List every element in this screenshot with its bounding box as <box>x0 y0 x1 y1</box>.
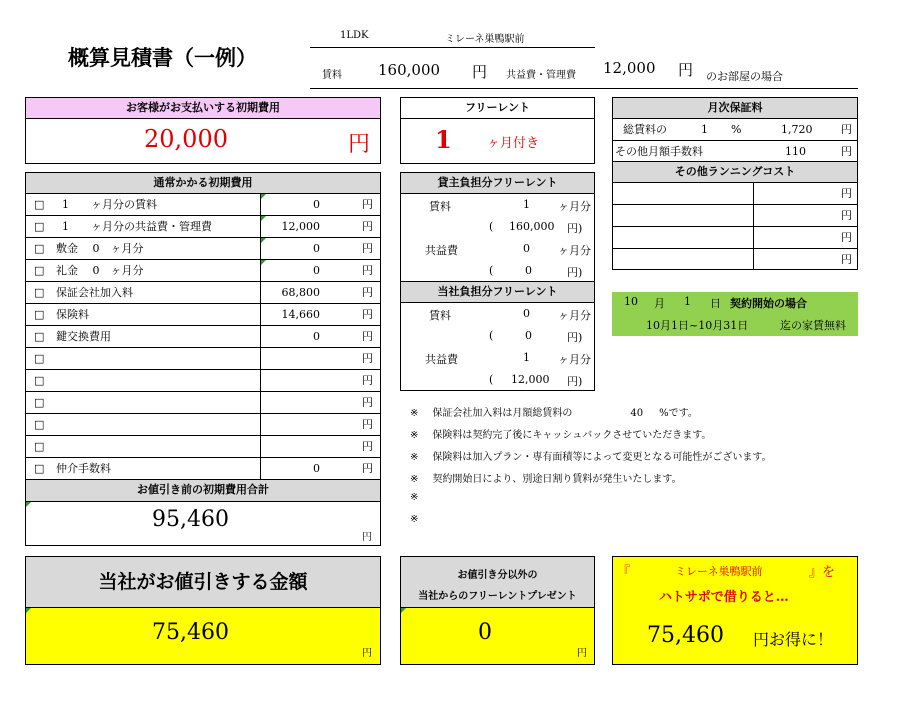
property-layout: 1LDK <box>340 30 369 41</box>
note-mark: ※ <box>410 514 419 525</box>
comment-marker <box>401 608 406 613</box>
rent-yen: 円 <box>472 63 488 81</box>
divider <box>260 348 261 369</box>
present-header <box>400 556 595 608</box>
cost-value: 14,660 <box>281 308 320 321</box>
subtotal-amount: 95,460 <box>152 507 229 532</box>
initial-cost-unit: 円 <box>348 132 371 157</box>
property-header <box>310 26 858 90</box>
cost-value: 0 <box>313 330 320 343</box>
contract-note: 迄の家賃無料 <box>780 319 846 332</box>
rent-label: 賃料 <box>322 70 342 81</box>
owner-fee-amount: 0 <box>525 264 532 277</box>
note-line <box>410 470 850 485</box>
free-rent-months: 1 <box>435 125 452 154</box>
property-suffix: のお部屋の場合 <box>706 70 783 83</box>
contract-start-box <box>612 292 858 336</box>
contract-month-unit: 月 <box>654 297 665 310</box>
guarantee-row <box>613 119 857 141</box>
deal-amount: 75,460 <box>647 623 724 648</box>
guarantee-other-label: その他月額手数料 <box>615 145 703 158</box>
normal-costs-header: 通常かかる初期費用 <box>25 172 381 194</box>
present-box <box>400 607 595 665</box>
fee-label: 共益費・管理費 <box>506 70 576 81</box>
divider <box>260 370 261 391</box>
cost-row <box>26 326 380 348</box>
company-fee-label: 共益費 <box>425 353 458 366</box>
owner-rent-amount: 160,000 <box>509 220 555 233</box>
deal-name: ミレーネ巣鴨駅前 <box>675 565 763 578</box>
contract-period: 10月1日~10月31日 <box>646 319 749 332</box>
cost-yen: 円 <box>362 352 373 365</box>
owner-close-paren: 円) <box>567 266 583 279</box>
note-mark: ※ <box>410 430 419 441</box>
divider <box>260 392 261 413</box>
checkbox-icon[interactable]: □ <box>34 462 45 475</box>
cost-row <box>26 414 380 436</box>
cost-yen: 円 <box>362 286 373 299</box>
divider <box>260 326 261 347</box>
note-mark: ※ <box>410 452 419 463</box>
owner-open-paren: ( <box>489 220 494 233</box>
cost-yen: 円 <box>362 418 373 431</box>
cost-yen: 円 <box>362 440 373 453</box>
company-free-rent-box <box>400 302 595 391</box>
checkbox-icon[interactable]: □ <box>34 396 45 409</box>
comment-marker <box>26 502 31 507</box>
subtotal-header: お値引き前の初期費用合計 <box>25 479 381 502</box>
free-rent-box <box>400 118 595 164</box>
company-rent-months: 0 <box>523 307 530 320</box>
note-mark: ※ <box>410 492 419 503</box>
company-months-unit: ヶ月分 <box>558 309 591 322</box>
company-close-paren: 円) <box>567 331 583 344</box>
running-cost-yen: 円 <box>841 209 852 222</box>
monthly-guarantee-box <box>612 118 858 162</box>
discount-amount: 75,460 <box>152 620 229 645</box>
company-rent-amount: 0 <box>525 329 532 342</box>
cost-row <box>26 282 380 304</box>
page-title: 概算見積書（一例） <box>68 45 257 70</box>
initial-cost-box <box>25 118 381 164</box>
company-open-paren: ( <box>489 329 494 342</box>
owner-close-paren: 円) <box>567 222 583 235</box>
cost-label: 鍵交換費用 <box>56 330 111 343</box>
cost-row <box>26 458 380 480</box>
running-cost-box <box>612 182 858 270</box>
company-months-unit: ヶ月分 <box>558 353 591 366</box>
cost-value: 0 <box>313 264 320 277</box>
cost-yen: 円 <box>362 462 373 475</box>
owner-open-paren: ( <box>489 264 494 277</box>
cost-label: 1 ヶ月分の共益費・管理費 <box>62 220 212 233</box>
guarantee-yen: 円 <box>841 123 852 136</box>
note-rate-suffix: %です。 <box>659 408 698 419</box>
note-text: 保証会社加入料は月額総賃料の <box>432 408 573 419</box>
cost-yen: 円 <box>362 220 373 233</box>
deal-close: 』を <box>809 565 836 580</box>
company-fee-amount: 12,000 <box>511 373 550 386</box>
cost-label: 1 ヶ月分の賃料 <box>62 198 157 211</box>
checkbox-icon[interactable]: □ <box>34 198 45 211</box>
discount-header <box>25 556 381 608</box>
checkbox-icon[interactable]: □ <box>34 440 45 453</box>
fee-value: 12,000 <box>603 59 656 77</box>
cost-row <box>26 436 380 458</box>
divider <box>310 47 595 48</box>
company-free-rent-header: 当社負担分フリーレント <box>400 281 595 303</box>
comment-marker <box>261 216 266 221</box>
guarantee-rate: 1 <box>701 123 708 136</box>
checkbox-icon[interactable]: □ <box>34 374 45 387</box>
cost-value: 12,000 <box>281 220 320 233</box>
cost-yen: 円 <box>362 198 373 211</box>
deal-line2: ハトサポで借りると… <box>659 590 789 605</box>
checkbox-icon[interactable]: □ <box>34 264 45 277</box>
guarantee-other-value: 110 <box>785 145 806 158</box>
note-text: 保険料は加入プラン・専有面積等によって変更となる可能性がございます。 <box>432 452 772 463</box>
divider <box>260 414 261 435</box>
note-mark: ※ <box>410 408 419 419</box>
free-rent-unit: ヶ月付き <box>487 136 540 151</box>
cost-label: 敷金 0 ヶ月分 <box>56 242 144 255</box>
initial-cost-header: お客様がお支払いする初期費用 <box>25 97 381 119</box>
subtotal-box <box>25 501 381 546</box>
divider <box>260 436 261 457</box>
company-rent-label: 賃料 <box>429 309 451 322</box>
checkbox-icon[interactable]: □ <box>34 418 45 431</box>
contract-day: 1 <box>684 295 691 308</box>
running-cost-yen: 円 <box>841 253 852 266</box>
cost-yen: 円 <box>362 242 373 255</box>
deal-open: 『 <box>617 565 631 580</box>
owner-months-unit: ヶ月分 <box>558 200 591 213</box>
cost-row <box>26 392 380 414</box>
note-mark: ※ <box>410 474 419 485</box>
present-line2: 当社からのフリーレントプレゼント <box>418 591 577 602</box>
note-line <box>410 426 850 441</box>
cost-label: 礼金 0 ヶ月分 <box>56 264 144 277</box>
cost-yen: 円 <box>362 330 373 343</box>
discount-unit: 円 <box>362 648 372 659</box>
cost-label: 仲介手数料 <box>56 462 111 475</box>
company-open-paren: ( <box>489 373 494 386</box>
guarantee-total-label: 総賃料の <box>623 123 667 136</box>
contract-month: 10 <box>624 295 638 308</box>
cost-value: 0 <box>313 198 320 211</box>
discount-title: 当社がお値引きする金額 <box>98 571 308 593</box>
owner-months-unit: ヶ月分 <box>558 244 591 257</box>
company-fee-months: 1 <box>523 351 530 364</box>
cost-row <box>26 260 380 282</box>
owner-free-rent-header: 貸主負担分フリーレント <box>400 172 595 194</box>
running-cost-yen: 円 <box>841 187 852 200</box>
guarantee-total-value: 1,720 <box>781 123 813 136</box>
contract-day-unit: 日 <box>710 297 721 310</box>
cost-label: 保証会社加入料 <box>56 286 133 299</box>
divider <box>260 282 261 303</box>
comment-marker <box>26 608 31 613</box>
deal-unit: 円お得に！ <box>753 630 834 649</box>
cost-row <box>26 304 380 326</box>
running-cost-header: その他ランニングコスト <box>612 161 858 183</box>
note-line <box>410 448 850 463</box>
note-text: 保険料は契約完了後にキャッシュバックさせていただきます。 <box>432 430 712 441</box>
contract-label: 契約開始の場合 <box>730 297 807 310</box>
cost-yen: 円 <box>362 308 373 321</box>
cost-yen: 円 <box>362 396 373 409</box>
checkbox-icon[interactable]: □ <box>34 352 45 365</box>
fee-yen: 円 <box>678 61 694 79</box>
cost-value: 68,800 <box>281 286 320 299</box>
guarantee-pct: % <box>731 123 742 136</box>
note-line <box>410 492 850 503</box>
initial-cost-amount: 20,000 <box>144 125 228 153</box>
checkbox-icon[interactable]: □ <box>34 220 45 233</box>
checkbox-icon[interactable]: □ <box>34 286 45 299</box>
cost-yen: 円 <box>362 374 373 387</box>
comment-marker <box>261 260 266 265</box>
cost-row <box>26 238 380 260</box>
owner-free-rent-box <box>400 193 595 281</box>
divider <box>260 458 261 479</box>
checkbox-icon[interactable]: □ <box>34 242 45 255</box>
note-line <box>410 514 850 525</box>
guarantee-other-row <box>613 141 857 163</box>
cost-row <box>26 348 380 370</box>
notes <box>410 404 850 534</box>
subtotal-unit: 円 <box>362 532 372 543</box>
discount-box <box>25 607 381 665</box>
company-close-paren: 円) <box>567 375 583 388</box>
running-cost-yen: 円 <box>841 231 852 244</box>
cost-row <box>26 216 380 238</box>
cost-value: 0 <box>313 242 320 255</box>
monthly-guarantee-header: 月次保証料 <box>612 97 858 119</box>
normal-costs-table <box>25 193 381 479</box>
checkbox-icon[interactable]: □ <box>34 330 45 343</box>
cost-label: 保険料 <box>56 308 89 321</box>
note-line <box>410 404 850 419</box>
owner-rent-months: 1 <box>523 198 530 211</box>
owner-fee-label: 共益費 <box>425 244 458 257</box>
cost-row <box>26 370 380 392</box>
divider <box>310 88 858 89</box>
property-name: ミレーネ巣鴨駅前 <box>445 34 525 45</box>
present-unit: 円 <box>577 648 587 659</box>
note-text: 契約開始日により、別途日割り賃料が発生いたします。 <box>432 474 682 485</box>
cost-yen: 円 <box>362 264 373 277</box>
owner-rent-label: 賃料 <box>429 200 451 213</box>
owner-fee-months: 0 <box>523 242 530 255</box>
present-amount: 0 <box>478 620 492 645</box>
running-cost-row <box>613 205 857 227</box>
note-rate: 40 <box>630 408 644 419</box>
comment-marker <box>261 194 266 199</box>
divider <box>260 304 261 325</box>
free-rent-header: フリーレント <box>400 97 595 119</box>
comment-marker <box>261 238 266 243</box>
running-cost-row <box>613 227 857 249</box>
guarantee-other-yen: 円 <box>841 145 852 158</box>
present-line1: お値引き分以外の <box>457 570 538 581</box>
running-cost-row <box>613 249 857 271</box>
running-cost-row <box>613 183 857 205</box>
checkbox-icon[interactable]: □ <box>34 308 45 321</box>
cost-value: 0 <box>313 462 320 475</box>
rent-value: 160,000 <box>378 61 441 79</box>
deal-box <box>612 556 858 665</box>
cost-row <box>26 194 380 216</box>
